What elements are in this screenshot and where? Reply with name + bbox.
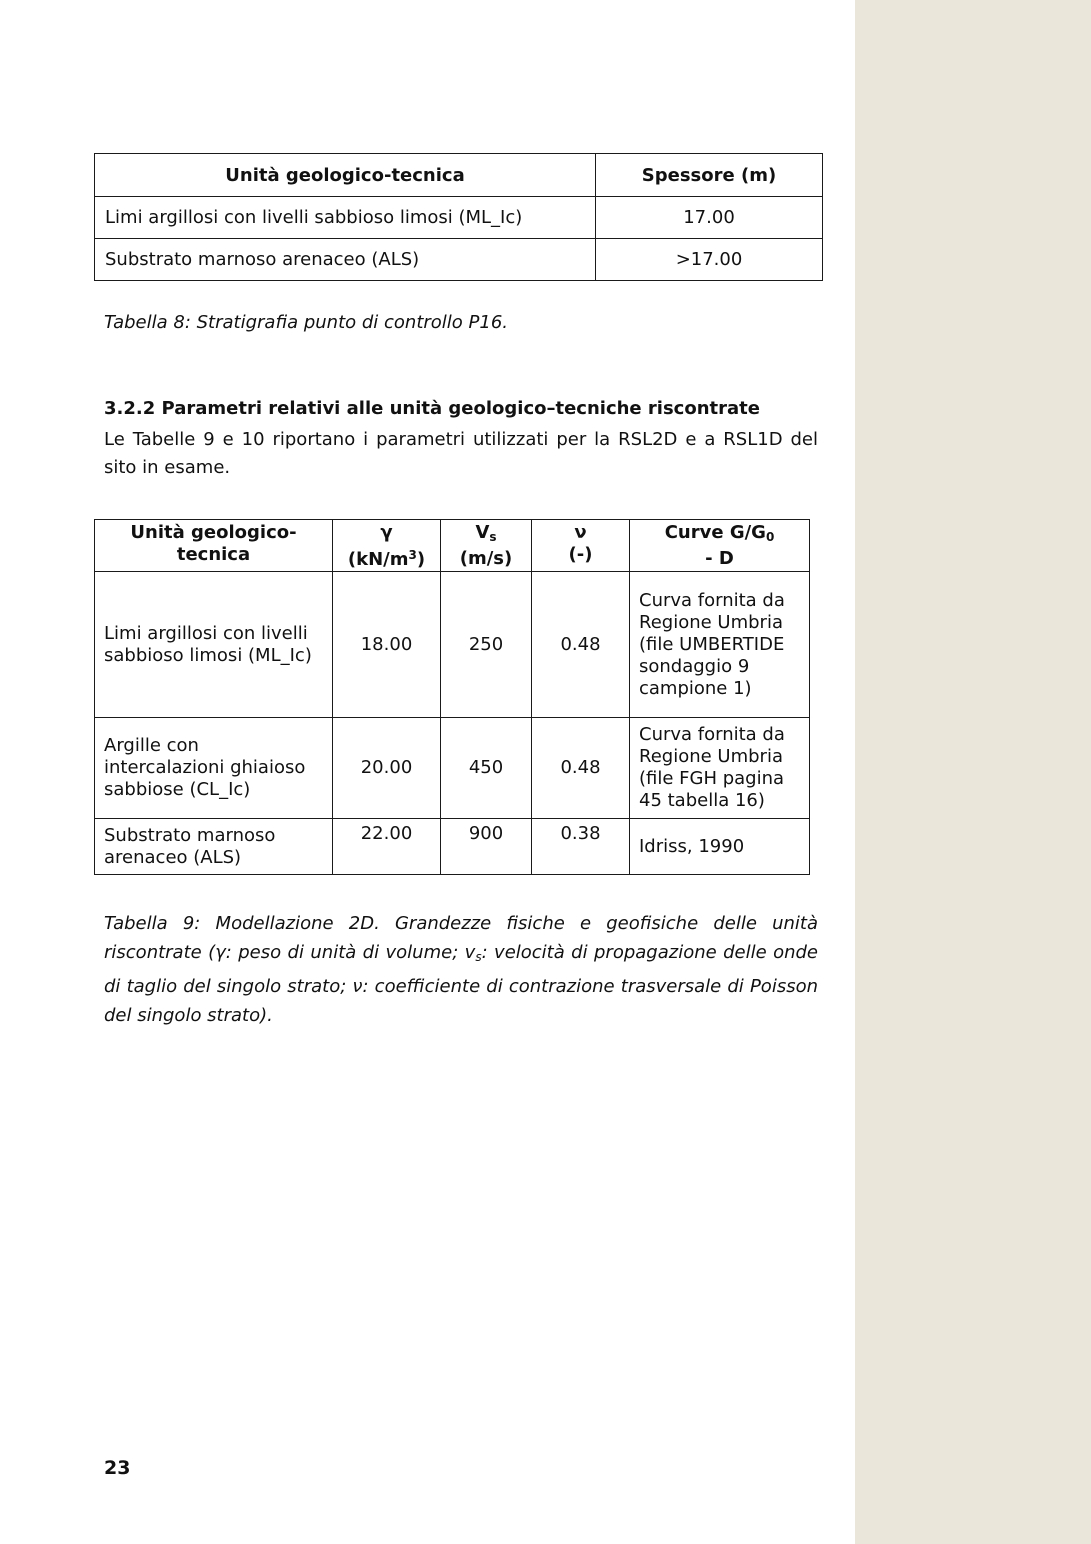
table-header-row [95,154,823,197]
cell-curve: Curva fornita da Regione Umbria (file UMBERTIDE sondaggio 9 campione 1) [630,572,810,718]
table-stratigraphy [94,153,823,281]
header-thickness: Spessore (m) [596,154,823,197]
cell-nu: 0.38 [532,819,630,875]
header-nu: ν (-) [532,520,630,572]
cell-gamma: 18.00 [333,572,441,718]
section-heading: 3.2.2 Parametri relativi alle unità geologico–tecniche riscontrate [104,398,760,419]
cell-gamma: 22.00 [333,819,441,875]
cell-vs: 450 [441,718,532,819]
header-gamma: γ $(kN/m^3)$ [333,520,441,572]
table-header-row [95,520,810,572]
cell-thickness: 17.00 [596,197,823,239]
cell-unit: Argille con intercalazioni ghiaioso sabbiose (CL_Ic) [95,718,333,819]
cell-nu: 0.48 [532,718,630,819]
table-parameters [94,519,810,875]
table-row [95,197,823,239]
table-row [95,819,810,875]
cell-unit: Limi argillosi con livelli sabbioso limosi (ML_Ic) [95,197,596,239]
cell-vs: 250 [441,572,532,718]
cell-unit: Limi argillosi con livelli sabbioso limosi (ML_Ic) [95,572,333,718]
table-row [95,239,823,281]
table9-caption: Tabella 9: Modellazione 2D. Grandezze fisiche e geofisiche delle unità riscontrate (γ: peso di unità di volume; $v_s$: velocità di propagazione delle onde di taglio del singolo strato; ν: coefficiente di contrazione trasversale di Poisson del singolo strato). [104,913,818,1026]
table8-caption: Tabella 8: Stratigrafia punto di controllo P16. [104,312,509,333]
cell-vs: 900 [441,819,532,875]
header-unit: Unità geologico-tecnica [95,520,333,572]
cell-unit: Substrato marnoso arenaceo (ALS) [95,819,333,875]
header-curve: Curve $G/G_0$ - D [630,520,810,572]
cell-nu: 0.48 [532,572,630,718]
cell-gamma: 20.00 [333,718,441,819]
cell-curve: Idriss, 1990 [630,819,810,875]
header-unit: Unità geologico-tecnica [95,154,596,197]
page-number: 23 [104,1457,131,1479]
cell-curve: Curva fornita da Regione Umbria (file FGH pagina 45 tabella 16) [630,718,810,819]
table-row [95,718,810,819]
cell-unit: Substrato marnoso arenaceo (ALS) [95,239,596,281]
cell-thickness: >17.00 [596,239,823,281]
page-side-band [855,0,1091,1544]
table-row [95,572,810,718]
section-paragraph: Le Tabelle 9 e 10 riportano i parametri utilizzati per la RSL2D e a RSL1D del sito in esame. [104,429,818,478]
header-vs: $V_s$ (m/s) [441,520,532,572]
